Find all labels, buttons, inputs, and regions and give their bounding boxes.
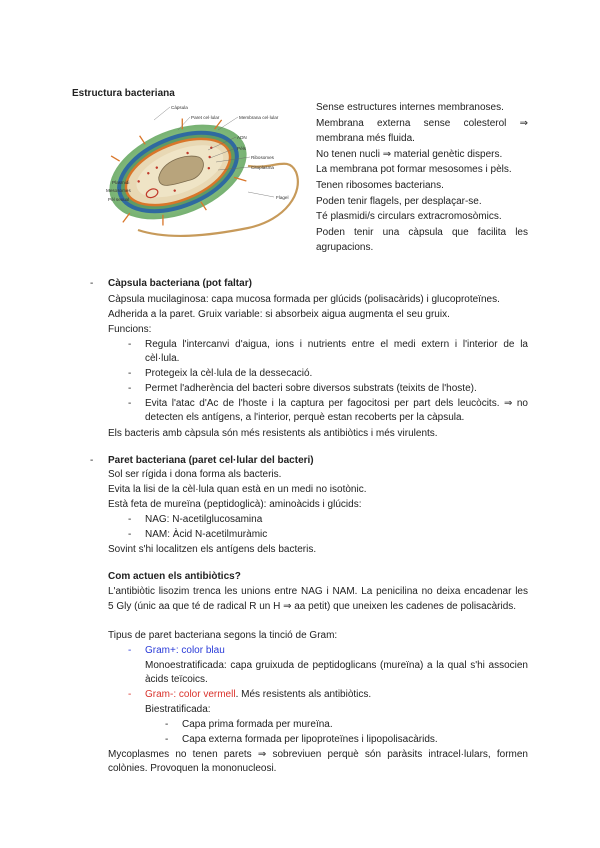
summary-line: La membrana pot formar mesosomes i pèls. — [316, 164, 512, 176]
capsula-line: Funcions: — [108, 324, 152, 335]
gram-negative-line — [145, 689, 371, 701]
antibiotics-line: 5 Gly (únic aa que té de radical R un H ⇒ aa petit) que uneixen les cadenes de polisacàrids. — [108, 601, 517, 612]
capsula-heading: Càpsula bacteriana (pot faltar) — [108, 278, 252, 289]
paret-line: Sovint s'hi localitzen els antígens dels bacteris. — [108, 544, 317, 555]
label-ribosomes: Ribosomes — [251, 155, 274, 160]
bullet-dash: - — [128, 514, 132, 525]
label-flagel: Flagel — [276, 195, 289, 200]
gram-negative-label: Gram-: color vermell — [145, 689, 236, 700]
paret-line: Sol ser rígida i dona forma als bacteris. — [108, 469, 282, 480]
nag-item: NAG: N-acetilglucosamina — [145, 514, 263, 525]
bullet-dash: - — [90, 455, 94, 466]
antibiotics-heading: Com actuen els antibiòtics? — [108, 571, 241, 582]
bullet-dash: - — [128, 645, 132, 656]
summary-line: membrana més fluida. — [316, 133, 415, 145]
biestratificada-label: Biestratificada: — [145, 704, 211, 715]
capsula-line: Càpsula mucilaginosa: capa mucosa formada per glúcids (polisacàrids) i glucoproteïnes. — [108, 294, 500, 305]
gram-positive-desc: Monoestratificada: capa gruixuda de peptidoglicans (mureïna) a la qual s'hi associen — [145, 660, 528, 671]
gram-positive-label: Gram+: color blau — [145, 645, 225, 656]
paret-heading: Paret bacteriana (paret cel·lular del bacteri) — [108, 455, 314, 466]
mycoplasma-line: colònies. Provoquen la mononucleosi. — [108, 763, 277, 774]
bullet-dash: - — [128, 689, 132, 700]
antibiotics-line: L'antibiòtic lisozim trenca les unions entre NAG i NAM. La penicilina no deixa encadenar les — [108, 586, 528, 597]
label-membrana: Membrana cel·lular — [239, 115, 279, 120]
bullet-dash: - — [165, 719, 169, 730]
bullet-dash: - — [128, 398, 132, 409]
capsula-line: Els bacteris amb càpsula són més resistents als antibiòtics i més virulents. — [108, 428, 438, 439]
summary-line: Sense estructures internes membranoses. — [316, 102, 504, 113]
label-plasmidi: Plasmidi — [112, 180, 130, 185]
function-item: Protegeix la cèl·lula de la dessecació. — [145, 368, 313, 379]
bullet-dash: - — [128, 529, 132, 540]
bullet-dash: - — [128, 368, 132, 379]
label-citoplasma: Citoplasma — [251, 165, 274, 170]
label-mesosomes: Mesosomes — [106, 188, 131, 193]
summary-line: agrupacions. — [316, 242, 374, 254]
function-item: detecten els antígens, a l'interior, perquè estan recoberts per la càpsula. — [145, 412, 465, 423]
bullet-dash: - — [165, 734, 169, 745]
label-pel-sexual: Pèl sexual — [108, 197, 130, 202]
bacterium-illustration — [98, 100, 310, 242]
summary-line: No tenen nucli ⇒ material genètic dispers. — [316, 148, 503, 160]
function-item: Permet l'adherència del bacteri sobre diversos substrats (teixits de l'hoste). — [145, 383, 477, 394]
bullet-dash: - — [128, 339, 132, 350]
summary-line: Membrana externa sense colesterol ⇒ — [316, 117, 528, 129]
bullet-dash: - — [90, 278, 94, 289]
summary-line: Poden tenir una càpsula que facilita les — [316, 226, 528, 238]
summary-line: Té plasmidi/s circulars extracromosòmics. — [316, 211, 502, 223]
gram-intro: Tipus de paret bacteriana segons la tinció de Gram: — [108, 630, 338, 641]
page-title: Estructura bacteriana — [72, 88, 175, 99]
paret-line: Està feta de mureïna (peptidoglicà): aminoàcids i glúcids: — [108, 499, 362, 510]
label-pels: Pèls — [237, 146, 246, 151]
structure-summary — [316, 100, 528, 256]
gram-positive-desc: àcids teïcoics. — [145, 674, 208, 685]
bullet-dash: - — [128, 383, 132, 394]
layer-item: Capa prima formada per mureïna. — [182, 719, 333, 730]
summary-line: Tenen ribosomes bacterians. — [316, 179, 444, 191]
nam-item: NAM: Àcid N-acetilmuràmic — [145, 529, 268, 540]
layer-item: Capa externa formada per lipoproteïnes i lipopolisacàrids. — [182, 734, 438, 745]
mycoplasma-line: Mycoplasmes no tenen parets ⇒ sobreviuen perquè són paràsits intracel·lulars, formen — [108, 749, 528, 760]
gram-negative-desc: . Més resistents als antibiòtics. — [235, 689, 372, 700]
label-adn: ADN — [237, 135, 247, 140]
function-item: Regula l'intercanvi d'aigua, ions i nutrients entre el medi extern i l'interior de la — [145, 339, 528, 350]
function-item: Evita l'atac d'Ac de l'hoste i la captura per fagocitosi per part dels leucòcits. ⇒ no — [145, 398, 528, 409]
label-paret: Paret cel·lular — [191, 115, 220, 120]
summary-line: Poden tenir flagels, per desplaçar-se. — [316, 195, 482, 207]
capsula-line: Adherida a la paret. Gruix variable: si absorbeix aigua augmenta el seu gruix. — [108, 309, 450, 320]
function-item: cèl·lula. — [145, 353, 180, 364]
label-capsula: Càpsula — [171, 105, 188, 110]
paret-line: Evita la lisi de la cèl·lula quan està en un medi no isotònic. — [108, 484, 367, 495]
